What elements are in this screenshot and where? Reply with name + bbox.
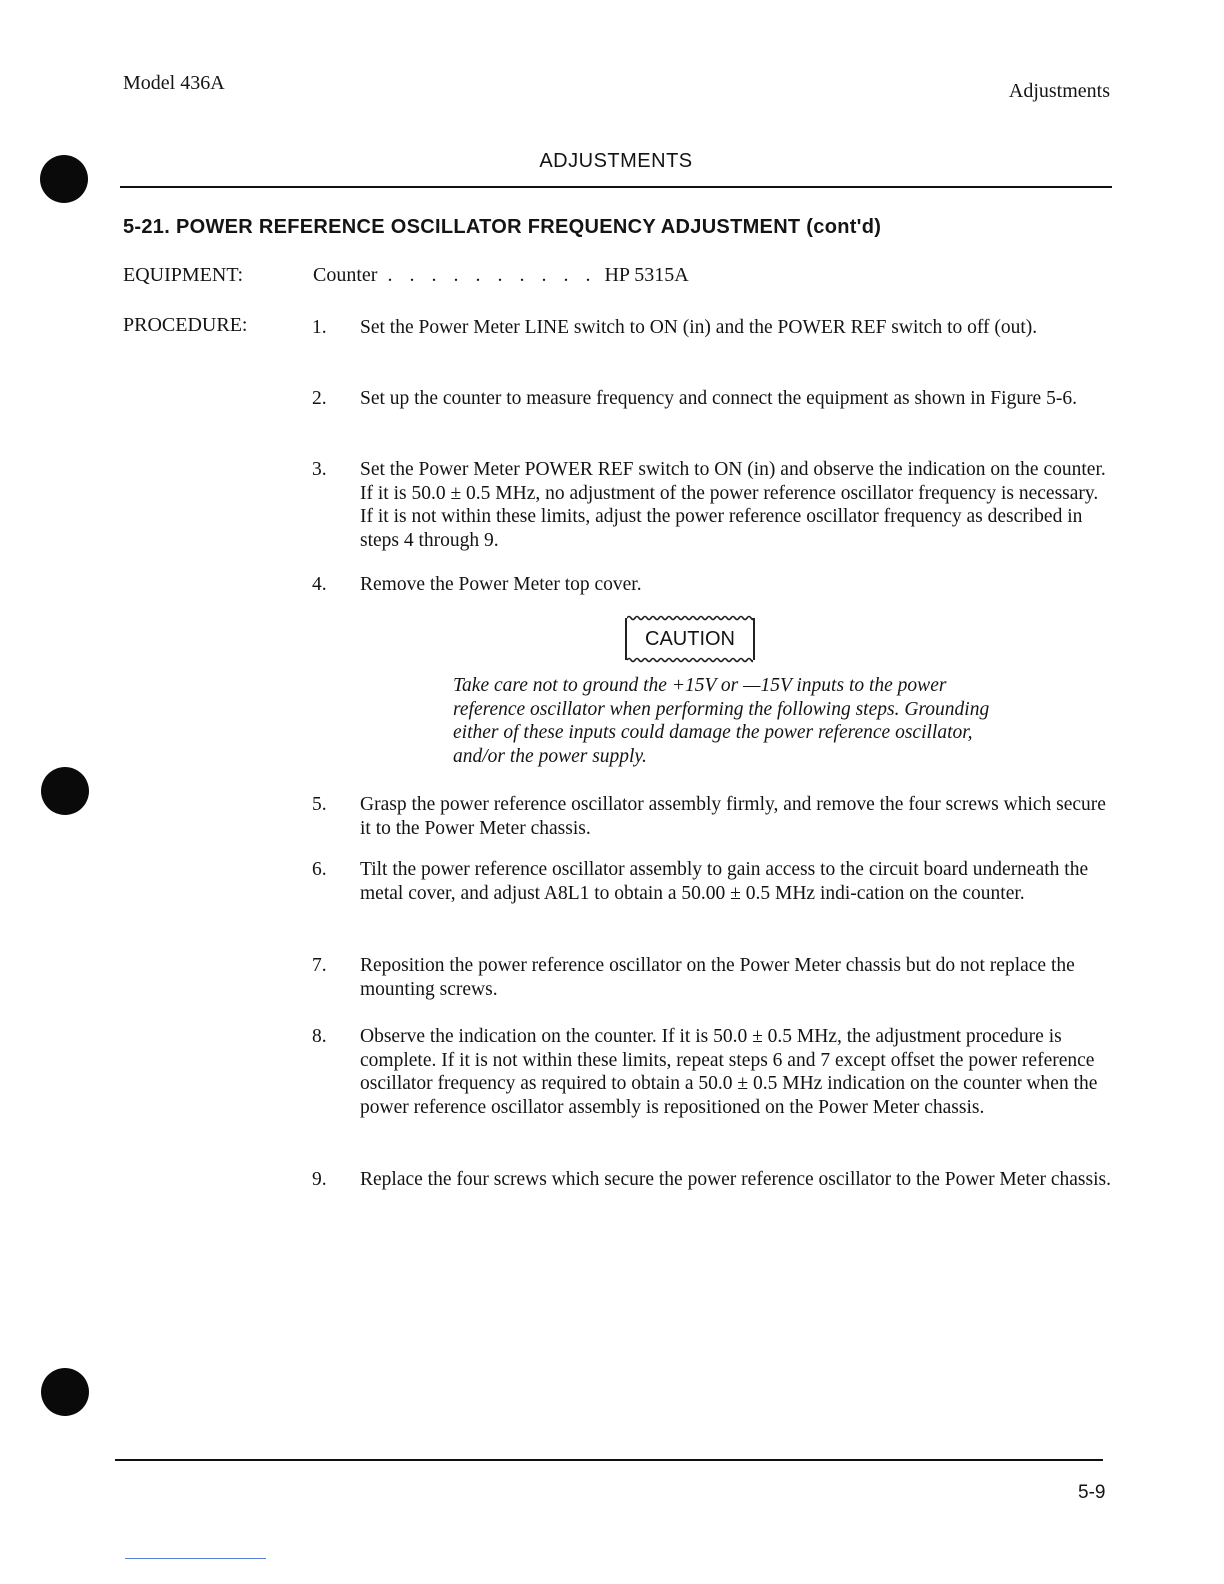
- step-number: 7.: [312, 955, 327, 976]
- caution-label: CAUTION: [645, 628, 735, 650]
- equipment-leader-dots: . . . . . . . . . .: [387, 264, 597, 286]
- procedure-heading: 5-21. POWER REFERENCE OSCILLATOR FREQUENCY ADJUSTMENT (cont'd): [123, 216, 882, 238]
- step-text: Set the Power Meter LINE switch to ON (in) and the POWER REF switch to off (out).: [360, 317, 1038, 338]
- equipment-label: EQUIPMENT:: [123, 264, 244, 286]
- equipment-entry: [313, 264, 689, 287]
- bottom-divider: [115, 1459, 1103, 1461]
- caution-text: Take care not to ground the +15V or —15V inputs to the power reference oscillator when performing the following steps. Grounding either of these inputs could damage the power reference oscillator, and/or the power supply.: [453, 675, 990, 767]
- step-text: Set up the counter to measure frequency and connect the equipment as shown in Figure 5-6.: [360, 388, 1077, 409]
- procedure-label: PROCEDURE:: [123, 314, 248, 336]
- step-number: 2.: [312, 388, 327, 409]
- step-number: 9.: [312, 1169, 327, 1190]
- scan-edge-line: [125, 1558, 266, 1559]
- step-text: Reposition the power reference oscillator on the Power Meter chassis but do not replace the mounting screws.: [360, 955, 1075, 1000]
- section-header: Adjustments: [1008, 80, 1110, 102]
- caution-box: [625, 618, 755, 660]
- step-number: 8.: [312, 1026, 327, 1047]
- step-text: Observe the indication on the counter. If it is 50.0 ± 0.5 MHz, the adjustment procedure is complete. If it is not within these limits, repeat steps 6 and 7 except offset the power reference oscillator frequency as required to obtain a 50.0 ± 0.5 MHz indication on the counter when the power reference oscillator assembly is repositioned on the Power Meter chassis.: [360, 1026, 1098, 1118]
- binder-hole-bottom: [41, 1368, 89, 1416]
- equipment-model: HP 5315A: [604, 264, 689, 286]
- top-divider: [120, 186, 1112, 188]
- step-number: 6.: [312, 859, 327, 880]
- section-title: ADJUSTMENTS: [539, 150, 693, 172]
- binder-hole-middle: [41, 767, 89, 815]
- step-number: 3.: [312, 459, 327, 480]
- page-number: 5-9: [1078, 1482, 1106, 1503]
- model-header: Model 436A: [123, 72, 225, 94]
- equipment-item: Counter: [313, 264, 378, 286]
- step-number: 4.: [312, 574, 327, 595]
- step-text: Tilt the power reference oscillator assembly to gain access to the circuit board underneath the metal cover, and adjust A8L1 to obtain a 50.00 ± 0.5 MHz indi-cation on the counter.: [360, 859, 1089, 904]
- caution-wavy-border-bottom: [627, 657, 753, 663]
- step-text: Replace the four screws which secure the power reference oscillator to the Power Meter chassis.: [360, 1169, 1111, 1190]
- step-text: Set the Power Meter POWER REF switch to ON (in) and observe the indication on the counter. If it is 50.0 ± 0.5 MHz, no adjustment of the power reference oscillator frequency is necessary. If it is not within these limits, adjust the power reference oscillator frequency as described in steps 4 through 9.: [360, 459, 1106, 551]
- caution-wavy-border-top: [627, 615, 753, 621]
- step-text: Remove the Power Meter top cover.: [360, 574, 642, 595]
- step-text: Grasp the power reference oscillator assembly firmly, and remove the four screws which secure it to the Power Meter chassis.: [360, 794, 1106, 839]
- step-number: 5.: [312, 794, 327, 815]
- step-number: 1.: [312, 317, 327, 338]
